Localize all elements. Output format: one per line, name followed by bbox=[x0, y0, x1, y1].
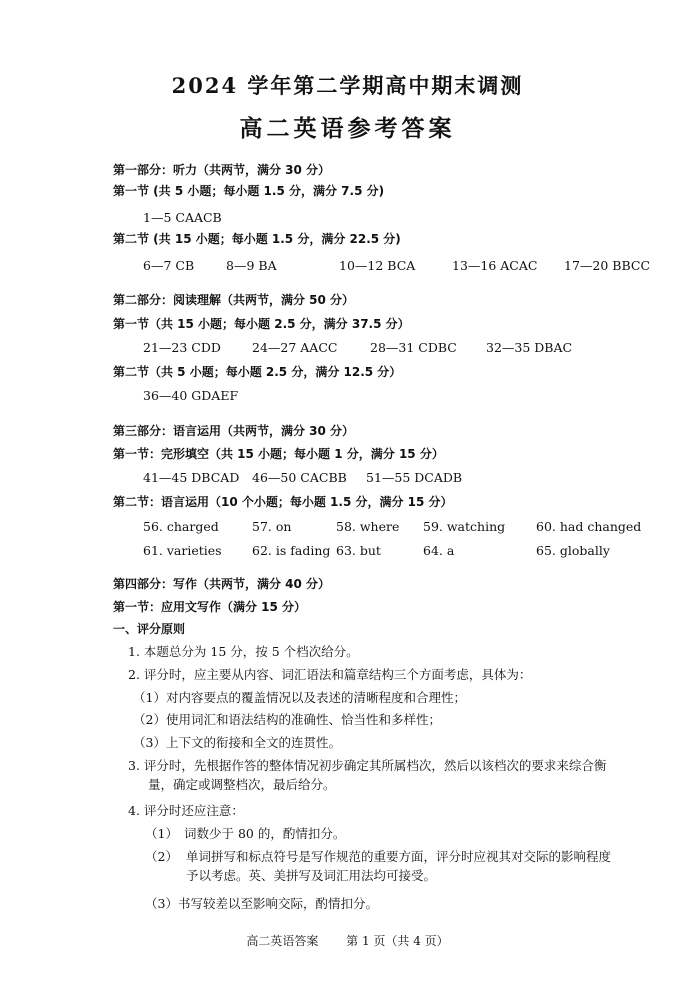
page-title: 2024 学年第二学期高中期末调测 bbox=[171, 73, 524, 98]
scoring-item-3-line1: 3. 评分时，先根据作答的整体情况初步确定其所属档次，然后以该档次的要求来综合衡 bbox=[128, 758, 607, 773]
scoring-item-2-1: （1）对内容要点的覆盖情况以及表述的清晰程度和合理性； bbox=[133, 690, 466, 705]
answer-item: 58. where bbox=[336, 519, 400, 534]
part2-section1-heading: 第一节（共 15 小题；每小题 2.5 分，满分 37.5 分） bbox=[113, 317, 410, 331]
answer-group: 6—7 CB bbox=[143, 258, 195, 273]
answer-item: 61. varieties bbox=[143, 543, 222, 558]
scoring-item-3-line2: 量，确定或调整档次，最后给分。 bbox=[148, 777, 336, 792]
scoring-item-4: 4. 评分时还应注意： bbox=[128, 803, 244, 818]
part1-heading: 第一部分：听力（共两节，满分 30 分） bbox=[113, 163, 331, 177]
part4-heading: 第四部分：写作（共两节，满分 40 分） bbox=[113, 577, 331, 591]
answer-group: 8—9 BA bbox=[226, 258, 277, 273]
answer-item: 63. but bbox=[336, 543, 381, 558]
part1-section2-heading: 第二节 (共 15 小题；每小题 1.5 分，满分 22.5 分) bbox=[113, 232, 401, 246]
scoring-item-2: 2. 评分时，应主要从内容、词汇语法和篇章结构三个方面考虑，具体为： bbox=[128, 667, 532, 682]
part3-section1-heading: 第一节：完形填空（共 15 小题；每小题 1 分，满分 15 分） bbox=[113, 447, 444, 461]
part2-section2-heading: 第二节（共 5 小题；每小题 2.5 分，满分 12.5 分） bbox=[113, 365, 402, 379]
answer-group: 17—20 BBCC bbox=[564, 258, 651, 273]
answer-item: 64. a bbox=[423, 543, 455, 558]
answer-group: 41—45 DBCAD bbox=[143, 470, 240, 485]
scoring-item-4-1-number: （1） bbox=[145, 826, 178, 841]
answer-item: 60. had changed bbox=[536, 519, 642, 534]
answer-group: 24—27 AACC bbox=[252, 340, 338, 355]
answer-item: 56. charged bbox=[143, 519, 219, 534]
scoring-item-4-1: 词数少于 80 的，酌情扣分。 bbox=[184, 826, 346, 841]
scoring-item-4-3: （3）书写较差以至影响交际，酌情扣分。 bbox=[145, 896, 378, 911]
scoring-item-2-3: （3）上下文的衔接和全文的连贯性。 bbox=[133, 735, 341, 750]
answer-group: 10—12 BCA bbox=[339, 258, 416, 273]
answer-group: 28—31 CDBC bbox=[370, 340, 457, 355]
part3-section2-heading: 第二节：语言运用（10 个小题；每小题 1.5 分，满分 15 分） bbox=[113, 495, 453, 509]
scoring-item-4-2-number: （2） bbox=[145, 849, 178, 864]
answer-group: 51—55 DCADB bbox=[366, 470, 463, 485]
scoring-item-4-2-line1: 单词拼写和标点符号是写作规范的重要方面，评分时应视其对交际的影响程度 bbox=[186, 849, 612, 864]
scoring-item-1: 1. 本题总分为 15 分，按 5 个档次给分。 bbox=[128, 644, 359, 659]
part2-heading: 第二部分：阅读理解（共两节，满分 50 分） bbox=[113, 293, 355, 307]
answer-group: 46—50 CACBB bbox=[252, 470, 347, 485]
part3-heading: 第三部分：语言运用（共两节，满分 30 分） bbox=[113, 424, 355, 438]
part4-section1-heading: 第一节：应用文写作（满分 15 分） bbox=[113, 600, 307, 614]
part1-section1-answers: 1—5 CAACB bbox=[143, 210, 222, 225]
answer-group: 21—23 CDD bbox=[143, 340, 221, 355]
scoring-principle-heading: 一、评分原则 bbox=[113, 622, 186, 636]
scoring-item-4-2-line2: 予以考虑。英、美拼写及词汇用法均可接受。 bbox=[186, 868, 437, 883]
scoring-item-2-2: （2）使用词汇和语法结构的准确性、恰当性和多样性； bbox=[133, 712, 441, 727]
part2-section2-answers: 36—40 GDAEF bbox=[143, 388, 239, 403]
answer-item: 62. is fading bbox=[252, 543, 331, 558]
answer-item: 65. globally bbox=[536, 543, 610, 558]
footer-page-number: 第 1 页（共 4 页） bbox=[346, 934, 449, 948]
answer-item: 57. on bbox=[252, 519, 292, 534]
answer-group: 13—16 ACAC bbox=[452, 258, 538, 273]
part1-section1-heading: 第一节 (共 5 小题；每小题 1.5 分，满分 7.5 分) bbox=[113, 184, 385, 198]
answer-group: 32—35 DBAC bbox=[486, 340, 573, 355]
answer-item: 59. watching bbox=[423, 519, 506, 534]
page-subtitle: 高二英语参考答案 bbox=[239, 115, 456, 142]
page-footer bbox=[0, 932, 695, 949]
footer-doc-name: 高二英语答案 bbox=[246, 934, 319, 948]
